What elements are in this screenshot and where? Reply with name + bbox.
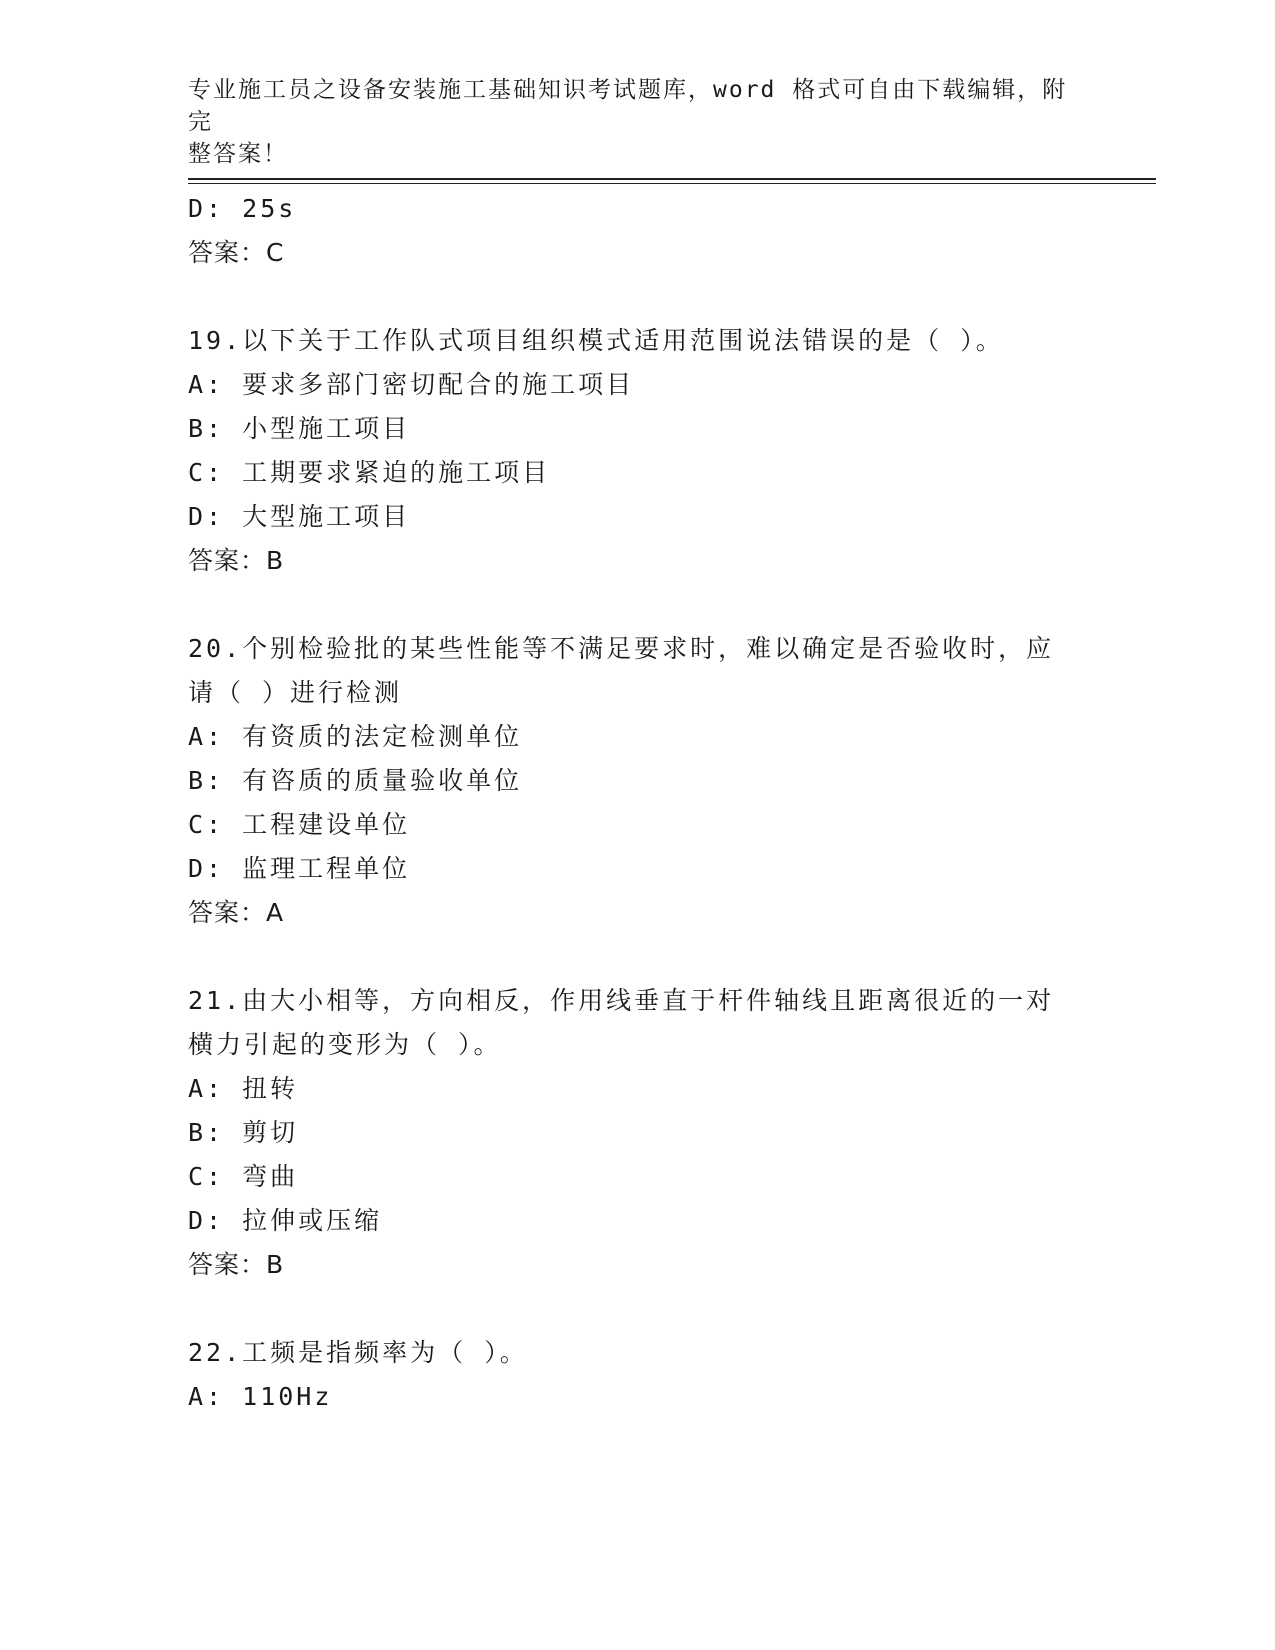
q20-option-c: C: 工程建设单位	[188, 810, 411, 839]
q21-option-b: B: 剪切	[188, 1118, 299, 1147]
q19-answer: 答案：B	[188, 546, 285, 575]
q22-option-a: A: 110Hz	[188, 1382, 333, 1411]
q18-option-d: D: 25s	[188, 194, 297, 223]
q21-option-c: C: 弯曲	[188, 1162, 299, 1191]
header-line-1: 专业施工员之设备安装施工基础知识考试题库，word 格式可自由下载编辑，附完	[188, 77, 1068, 135]
q19-option-b: B: 小型施工项目	[188, 414, 411, 443]
q21-option-d: D: 拉伸或压缩	[188, 1206, 383, 1235]
q20-option-b: B: 有咨质的质量验收单位	[188, 766, 523, 795]
q19-option-c: C: 工期要求紧迫的施工项目	[188, 458, 551, 487]
header-line-2: 整答案！	[188, 141, 288, 167]
q19-option-d: D: 大型施工项目	[188, 502, 411, 531]
header-divider-thin	[188, 183, 1156, 184]
q19-option-a: A: 要求多部门密切配合的施工项目	[188, 370, 635, 399]
q20-option-a: A: 有资质的法定检测单位	[188, 722, 523, 751]
q20-option-d: D: 监理工程单位	[188, 854, 411, 883]
header-divider-thick	[188, 178, 1156, 180]
q20-answer: 答案：A	[188, 898, 285, 927]
q20-stem-line-2: 请（ ）进行检测	[188, 678, 403, 707]
q22-stem: 22.工频是指频率为（ ）。	[188, 1338, 528, 1367]
q21-stem-line-1: 21.由大小相等，方向相反，作用线垂直于杆件轴线且距离很近的一对	[188, 986, 1055, 1015]
q18-answer: 答案：C	[188, 238, 285, 267]
document-header	[188, 74, 1088, 170]
q20-stem-line-1: 20.个别检验批的某些性能等不满足要求时，难以确定是否验收时，应	[188, 634, 1055, 663]
q21-answer: 答案：B	[188, 1250, 285, 1279]
q19-stem: 19.以下关于工作队式项目组织模式适用范围说法错误的是（ ）。	[188, 326, 1004, 355]
q21-stem-line-2: 横力引起的变形为（ ）。	[188, 1030, 502, 1059]
q21-option-a: A: 扭转	[188, 1074, 299, 1103]
